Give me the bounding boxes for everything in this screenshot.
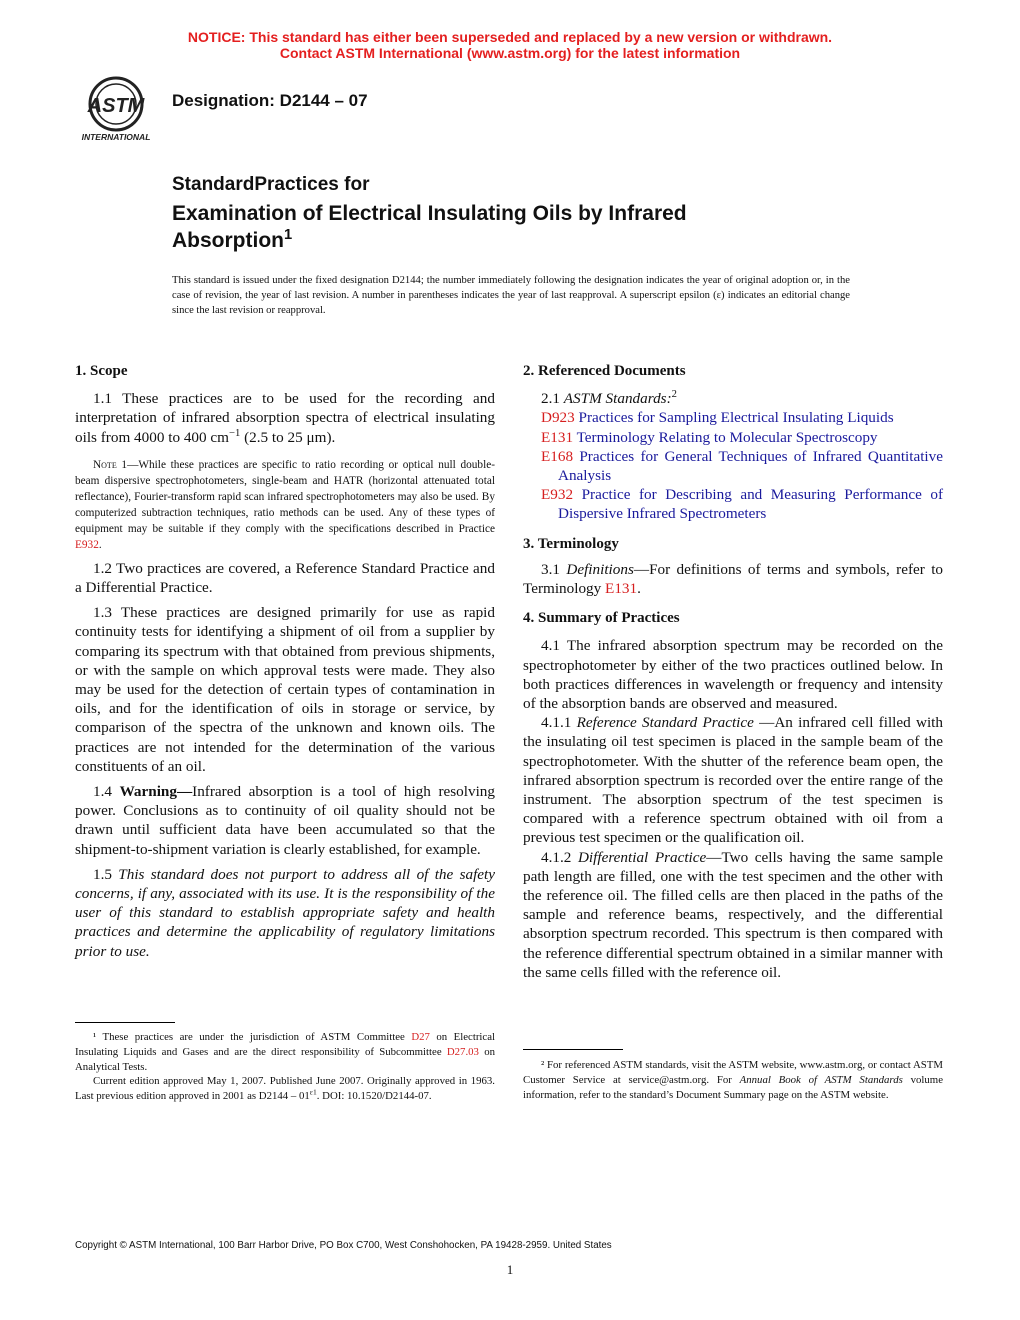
para-1-4-num: 1.4 (93, 783, 120, 801)
para-4-1-2-num: 4.1.2 (541, 848, 578, 866)
ref-title[interactable]: Practices for Sampling Electrical Insulating Liquids (574, 409, 894, 427)
para-2-1-num: 2.1 (541, 390, 564, 408)
note-1-link-e932[interactable]: E932 (75, 538, 99, 551)
para-1-4-warning: Warning— (119, 783, 193, 801)
astm-logo (70, 72, 162, 144)
para-4-1-1-text: —An infrared cell filled with the insulating oil test specimen is placed in the sample beam of the spectrophotometer. With the shutter of the reference beam open, the infrared absorption spectrum is recorded over the entire range of the instrument. The absorption spectrum of the test specimen is compared with a reference spectrum obtained with oil from a previous test specimen or the qualification oil. (523, 714, 943, 847)
para-1-5-num: 1.5 (93, 865, 119, 883)
para-3-1 (523, 560, 943, 598)
summary-heading: 4. Summary of Practices (523, 610, 680, 627)
notice-line-2: Contact ASTM International (www.astm.org) for the latest information (279, 45, 741, 61)
ref-title[interactable]: Practice for Describing and Measuring Performance of Dispersive Infrared Spectrometers (558, 486, 943, 523)
title-line-2: Examination of Electrical Insulating Oils by Infrared (172, 202, 687, 225)
copyright: Copyright © ASTM International, 100 Barr Harbor Drive, PO Box C700, West Conshohocken, PA 19428-2959. United States (75, 1240, 612, 1251)
footnote-1-p1 (75, 1030, 495, 1074)
para-4-1-2-italic: Differential Practice (577, 848, 707, 866)
title-line-3-wrap (172, 227, 872, 254)
astm-logo-icon (70, 72, 162, 144)
footnote-1 (75, 1030, 495, 1104)
reference-e932[interactable] (541, 485, 943, 523)
para-4-1-2 (523, 848, 943, 982)
para-1-4-text: Infrared absorption is a tool of high resolving power. Conclusions as to continuity of oil quality should not be drawn until sufficient data have been accumulated so that the shipment-to-shipment variation is clearly established, for example. (75, 783, 495, 858)
logo-text: ASTM (87, 95, 145, 117)
para-3-1-italic: Definitions (566, 560, 634, 578)
note-1-text: —While these practices are specific to ratio recording or optical null double-beam dispersive spectrophotometers, single-beam and HATR (horizontal attenuated total reflectance), Fourier-transform rapid scan infrared spectrophotometers may also be used. By computerized subtraction techniques, ratio methods can be used. Any of these types of equipment may be suitable if they comply with the specifications described in Practice (75, 458, 495, 535)
ref-title[interactable]: Terminology Relating to Molecular Spectroscopy (573, 428, 878, 446)
para-1-2: 1.2 Two practices are covered, a Reference Standard Practice and a Differential Practice. (75, 559, 495, 597)
para-1-1-end: (2.5 to 25 μm). (240, 428, 336, 446)
designation: Designation: D2144 – 07 (172, 91, 368, 110)
footnote-1-link-d2703[interactable]: D27.03 (446, 1045, 479, 1058)
para-2-1 (523, 389, 943, 408)
title-footnote-mark: 1 (283, 227, 293, 243)
para-4-1-2-text: —Two cells having the same sample path length are filled, one with the test specimen and the other with the reference oil. The filled cells are then placed in the paths of the sample and reference beams, respectively, and the differential absorption spectrum recorded. This spectrum is then compared with the reference differential spectrum obtained in a similar manner with the same cells filled with the reference oil. (523, 848, 943, 981)
footnote-2-a: ² For referenced ASTM standards, visit the ASTM website, www.astm.org, or contact ASTM Customer Service at service@astm.org. For (523, 1059, 943, 1086)
ref-code[interactable]: E168 (541, 447, 574, 465)
reference-d923[interactable] (541, 408, 943, 427)
footnote-1-link-d27[interactable]: D27 (411, 1031, 430, 1043)
para-3-1-link-e131[interactable]: E131 (605, 580, 638, 598)
para-3-1-text: —For definitions of terms and symbols, refer to Terminology (523, 560, 944, 598)
title-line-3: Absorption (172, 229, 284, 252)
footnote-1-sup: ε1 (309, 1087, 317, 1097)
para-4-1-1-italic: Reference Standard Practice (576, 714, 754, 732)
para-2-1-sup: 2 (671, 389, 677, 401)
page-number: 1 (506, 1262, 514, 1277)
title-main (172, 200, 872, 254)
para-1-1 (75, 389, 495, 447)
title-line-1: StandardPractices for (172, 174, 370, 195)
ref-code[interactable]: D923 (541, 409, 575, 427)
para-2-1-italic: ASTM Standards: (563, 390, 672, 408)
footnote-1-d: Current edition approved May 1, 2007. Published June 2007. Originally approved in 1963. Last previous edition approved in 2001 as D2144 – 01 (75, 1075, 495, 1103)
para-1-1-text: 1.1 These practices are to be used for the recording and interpretation of infrared absorption spectra of electrical insulating oils from 4000 to 400 cm (75, 390, 495, 446)
para-4-1: 4.1 The infrared absorption spectrum may be recorded on the spectrophotometer by either of the two practices outlined below. In both practices differences in wavelength or frequency and intensity of the absorption bands are observed and measured. (523, 637, 943, 713)
scope-heading: 1. Scope (75, 363, 128, 379)
notice-line-1: NOTICE: This standard has either been superseded and replaced by a new version or withdrawn. (187, 29, 833, 45)
ref-code[interactable]: E131 (541, 428, 574, 446)
reference-e168[interactable] (541, 447, 943, 485)
footnote-rule-right (523, 1049, 623, 1050)
footnote-2-b: volume information, refer to the standard’s Document Summary page on the ASTM website. (523, 1073, 943, 1101)
logo-subtext: INTERNATIONAL (81, 132, 151, 142)
para-1-5 (75, 865, 495, 961)
para-4-1-1 (523, 713, 943, 847)
footnote-2-p (523, 1058, 943, 1102)
para-3-1-end: . (637, 580, 641, 598)
terminology-heading: 3. Terminology (523, 535, 619, 552)
para-1-1-sup: −1 (228, 427, 241, 439)
para-4-1-1-num: 4.1.1 (541, 714, 577, 732)
ref-title[interactable]: Practices for General Techniques of Infrared Quantitative Analysis (558, 447, 943, 485)
issued-note: This standard is issued under the fixed designation D2144; the number immediately following the designation indicates the year of original adoption or, in the case of revision, the year of last revision. A number in parentheses indicates the year of last reapproval. A superscript epsilon (ε) indicates an editorial change since the last revision or reapproval. (172, 275, 850, 316)
right-column (523, 362, 943, 982)
note-1-end: . (98, 538, 102, 551)
para-3-1-num: 3.1 (541, 560, 567, 578)
reference-e131[interactable] (541, 428, 943, 447)
refdocs-heading: 2. Referenced Documents (523, 363, 686, 379)
footnote-1-a: ¹ These practices are under the jurisdiction of ASTM Committee (93, 1031, 412, 1043)
footnote-1-b: on Electrical Insulating Liquids and Gases and are the direct responsibility of Subcommittee (75, 1031, 495, 1058)
footnote-rule-left (75, 1022, 175, 1023)
note-1 (75, 457, 495, 553)
para-1-3: 1.3 These practices are designed primarily for use as rapid continuity tests for identifying a shipment of oil from a supplier by comparing its spectrum with that obtained from previous shipments, or with the sample on which approval tests were made. They also may be used for the detection of certain types of contamination in oils, and for the identification of oils in storage or service, by comparison of the spectra of the unknown and known oils. The practices are not intended for the determination of the various constituents of an oil. (75, 604, 495, 775)
note-1-label: Note 1 (93, 458, 128, 471)
footnote-1-p2 (75, 1074, 495, 1104)
footnote-2-italic: Annual Book of ASTM Standards (739, 1073, 903, 1086)
footnote-2 (523, 1058, 943, 1102)
para-1-4 (75, 782, 495, 859)
reference-list (523, 408, 943, 523)
left-column (75, 362, 495, 961)
ref-code[interactable]: E932 (541, 486, 574, 504)
footnote-1-e: . DOI: 10.1520/D2144-07. (316, 1090, 432, 1103)
footnote-1-c: on Analytical Tests. (75, 1045, 495, 1073)
para-1-5-text: This standard does not purport to address all of the safety concerns, if any, associated with its use. It is the responsibility of the user of this standard to establish appropriate safety and health practices and determine the applicability of regulatory limitations prior to use. (75, 865, 495, 960)
